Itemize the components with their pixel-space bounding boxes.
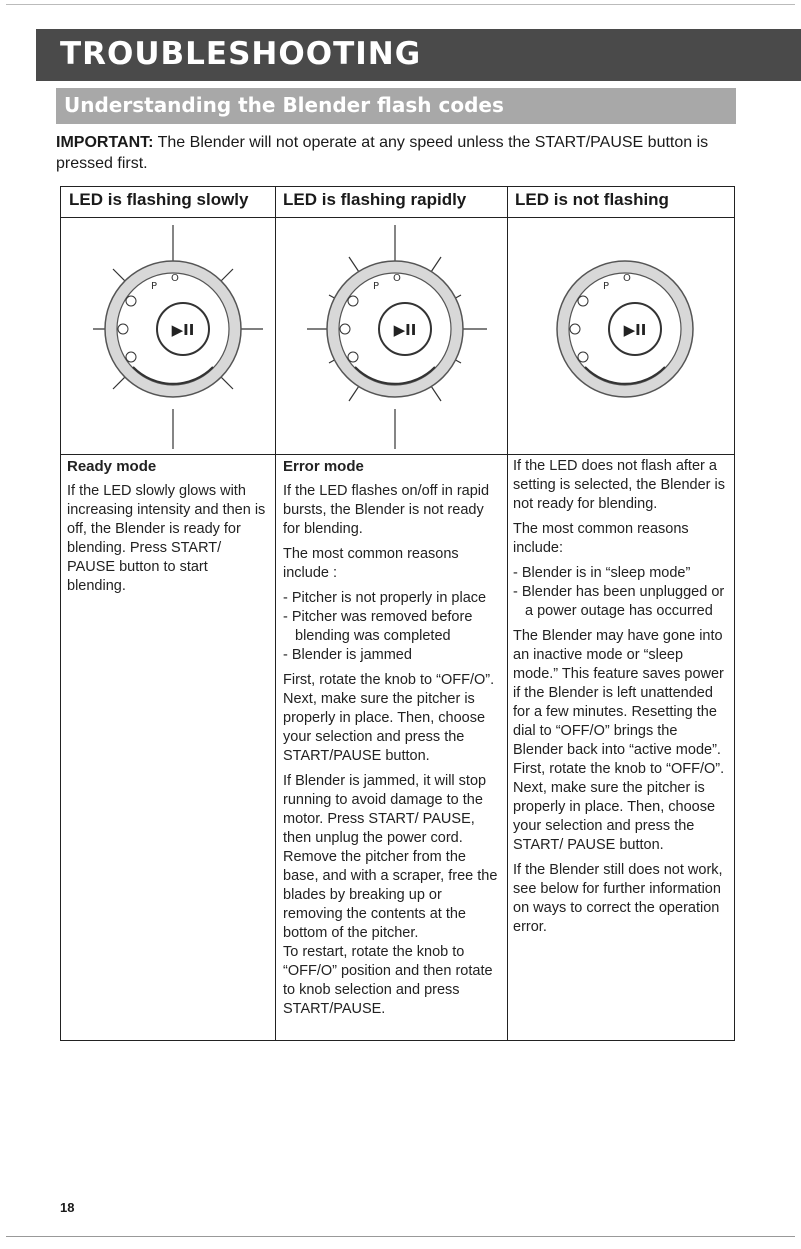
list-item: - Blender is in “sleep mode” <box>513 565 691 581</box>
important-text: The Blender will not operate at any speed unless the START/PAUSE button is pressed first. <box>56 134 709 172</box>
blender-dial-rapid-icon <box>277 217 507 454</box>
dial-p-label: P <box>151 281 158 292</box>
list-item: - Pitcher was removed before blending was completed <box>283 609 473 644</box>
title-banner <box>36 29 801 81</box>
ready-mode-heading: Ready mode <box>67 458 157 475</box>
section-title: Understanding the Blender flash codes <box>64 93 504 117</box>
error-mode-heading: Error mode <box>283 458 364 475</box>
dial-o-label: O <box>171 273 179 284</box>
not-flashing-paragraph: The most common reasons include: <box>513 521 689 556</box>
not-flashing-paragraph: The Blender may have gone into an inactive mode or “sleep mode.” This feature saves power if the Blender is left unattended for a few minutes. Resetting the dial to “OFF/O” brings the Blender back into “active mode”. First, rotate the knob to “OFF/O”. Next, make sure the pitcher is properly in place. Then, choose your selection and press the START/ PAUSE button. <box>513 628 725 853</box>
dial-o-label: O <box>393 273 401 284</box>
error-mode-paragraph: If the LED flashes on/off in rapid bursts, the Blender is not ready for blending. <box>283 483 490 537</box>
error-mode-paragraph: The most common reasons include : <box>283 546 459 581</box>
column-rapid-text <box>283 457 501 1025</box>
header-flashing-rapidly: LED is flashing rapidly <box>283 190 467 209</box>
subtitle-banner <box>56 88 736 124</box>
bottom-rule <box>6 1236 795 1237</box>
header-not-flashing: LED is not flashing <box>515 190 669 209</box>
page-title: TROUBLESHOOTING <box>60 36 422 72</box>
blender-dial-off-icon <box>509 217 735 454</box>
not-flashing-paragraph: If the LED does not flash after a setting is selected, the Blender is not ready for blending. <box>513 458 725 512</box>
dial-illustration-none <box>509 217 735 457</box>
dial-o-label: O <box>623 273 631 284</box>
top-rule <box>6 4 795 5</box>
ready-mode-paragraph: If the LED slowly glows with increasing intensity and then is off, the Blender is ready for blending. Press START/ PAUSE button to start blending. <box>67 483 266 594</box>
not-flashing-paragraph: If the Blender still does not work, see below for further information on ways to correct the operation error. <box>513 862 723 935</box>
error-mode-paragraph: If Blender is jammed, it will stop running to avoid damage to the motor. Press START/ PAUSE, then unplug the power cord. Remove the pitcher from the base, and with a scraper, free the blades by breaking up or removing the contents at the bottom of the pitcher. <box>283 773 498 941</box>
play-pause-label: ▶II <box>393 321 417 339</box>
list-item: - Blender is jammed <box>283 647 412 663</box>
dial-illustration-rapid <box>277 217 507 457</box>
list-item: - Pitcher is not properly in place <box>283 590 487 606</box>
dial-p-label: P <box>603 281 610 292</box>
column-slow-text <box>67 457 269 602</box>
list-item: - Blender has been unplugged or a power outage has occurred <box>513 584 725 619</box>
dial-illustration-slow <box>63 217 275 457</box>
page-number: 18 <box>60 1200 75 1215</box>
error-mode-paragraph: First, rotate the knob to “OFF/O”. Next, make sure the pitcher is properly in place. Then, choose your selection and press the START/PAUSE button. <box>283 672 495 764</box>
column-divider <box>275 187 276 1040</box>
dial-p-label: P <box>373 281 380 292</box>
column-divider <box>507 187 508 1040</box>
blender-dial-slow-icon <box>63 217 275 454</box>
play-pause-label: ▶II <box>623 321 647 339</box>
header-flashing-slowly: LED is flashing slowly <box>69 190 249 209</box>
column-none-text <box>513 457 731 943</box>
flash-code-table <box>60 186 735 1041</box>
play-pause-label: ▶II <box>171 321 195 339</box>
error-mode-paragraph: To restart, rotate the knob to “OFF/O” position and then rotate to knob selection and press START/PAUSE. <box>283 944 493 1017</box>
important-note <box>56 132 746 174</box>
important-label: IMPORTANT: <box>56 134 154 151</box>
